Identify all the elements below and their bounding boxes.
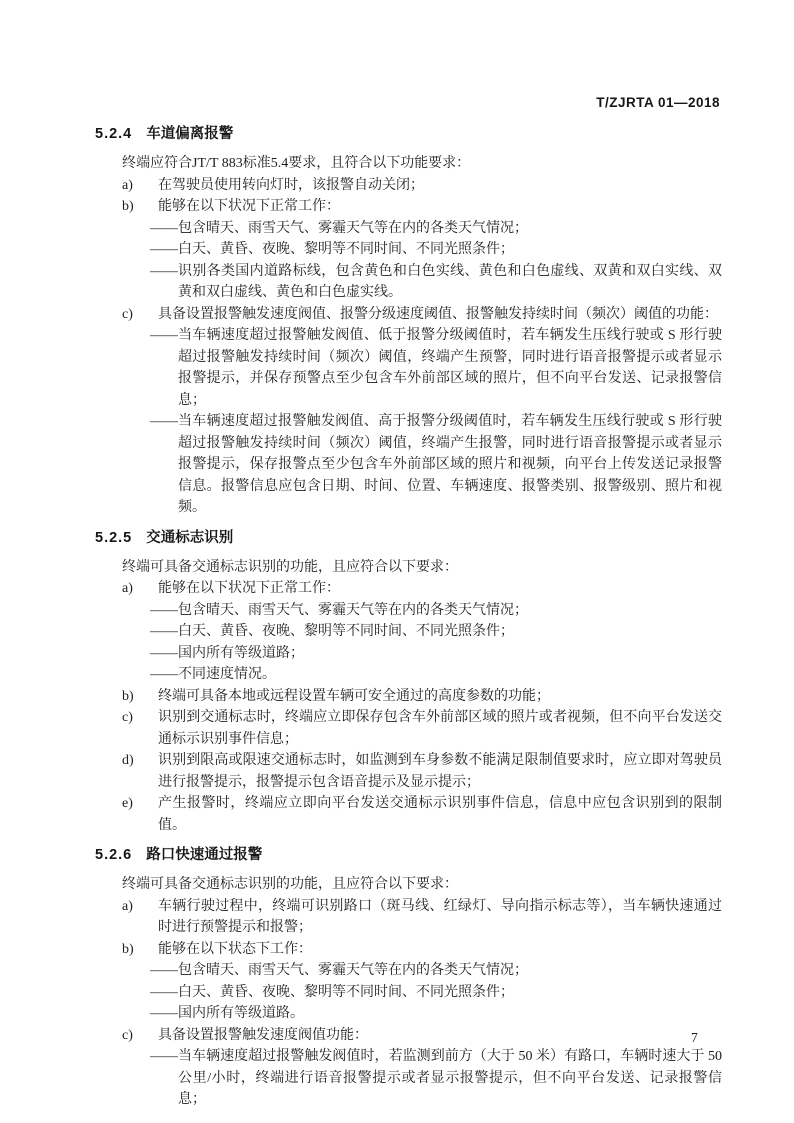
dash-item bbox=[150, 621, 722, 643]
dash-item bbox=[150, 261, 722, 304]
section-heading-5-2-5 bbox=[95, 527, 722, 549]
list-item bbox=[122, 578, 722, 600]
dash-item bbox=[150, 411, 722, 519]
list-item bbox=[122, 686, 722, 708]
list-item-text: 在驾驶员使用转向灯时，该报警自动关闭； bbox=[158, 177, 424, 193]
list-marker: a) bbox=[122, 581, 133, 596]
dash-marker: —— bbox=[150, 602, 178, 618]
list-item-text: 具备设置报警触发速度阀值、报警分级速度阈值、报警触发持续时间（频次）阈值的功能： bbox=[158, 306, 718, 322]
dash-item bbox=[150, 325, 722, 411]
dash-marker: —— bbox=[150, 328, 178, 343]
list-item-text: 识别到限高或限速交通标志时，如监测到车身参数不能满足限制值要求时，应立即对驾驶员进行报警提示，报警提示包含语音提示及显示提示； bbox=[158, 753, 722, 790]
dash-item bbox=[150, 982, 722, 1004]
list-marker: b) bbox=[122, 941, 134, 957]
dash-marker: —— bbox=[150, 263, 178, 279]
dash-marker: —— bbox=[150, 645, 178, 661]
list-marker: c) bbox=[122, 306, 133, 322]
list-item bbox=[122, 896, 722, 939]
list-marker: a) bbox=[122, 177, 133, 193]
dash-item-text: 国内所有等级道路； bbox=[178, 645, 304, 661]
dash-marker: —— bbox=[150, 624, 178, 639]
dash-marker: —— bbox=[150, 667, 178, 682]
dash-item-text: 国内所有等级道路。 bbox=[178, 1006, 304, 1021]
list-item-text: 车辆行驶过程中，终端可识别路口（斑马线、红绿灯、导向指示标志等），当车辆快速通过时进行预警提示和报警； bbox=[158, 898, 722, 935]
dash-item bbox=[150, 218, 722, 240]
list-item-text: 产生报警时，终端应立即向平台发送交通标示识别事件信息，信息中应包含识别到的限制值。 bbox=[158, 796, 722, 833]
section-number: 5.2.5 bbox=[95, 529, 133, 546]
dash-marker: —— bbox=[150, 414, 178, 429]
dash-item-text: 白天、黄昏、夜晚、黎明等不同时间、不同光照条件； bbox=[178, 242, 514, 257]
list-marker: a) bbox=[122, 898, 133, 914]
section-number: 5.2.6 bbox=[95, 847, 133, 863]
paragraph: 终端应符合JT/T 883标准5.4要求，且符合以下功能要求： bbox=[122, 156, 471, 171]
section-title: 交通标志识别 bbox=[146, 529, 234, 546]
dash-marker: —— bbox=[150, 242, 178, 257]
list-item-text: 识别到交通标志时，终端应立即保存包含车外前部区域的照片或者视频，但不向平台发送交通标示识别事件信息； bbox=[158, 710, 722, 747]
dash-item bbox=[150, 1003, 722, 1025]
list-item bbox=[122, 750, 722, 793]
list-marker: d) bbox=[122, 753, 134, 768]
paragraph: 终端可具备交通标志识别的功能，且应符合以下要求： bbox=[122, 559, 458, 575]
list-item bbox=[122, 939, 722, 961]
dash-item-text: 识别各类国内道路标线，包含黄色和白色实线、黄色和白色虚线、双黄和双白实线、双黄和双白虚线、黄色和白色虚实线。 bbox=[178, 263, 722, 300]
dash-item-text: 不同速度情况。 bbox=[178, 667, 276, 682]
list-marker: c) bbox=[122, 1027, 133, 1043]
dash-marker: —— bbox=[150, 963, 178, 978]
dash-item-text: 当车辆速度超过报警触发阀值时，若监测到前方（大于 50 米）有路口，车辆时速大于 50 公里/小时，终端进行语音报警提示或者显示报警提示，但不向平台发送、记录报警信息； bbox=[178, 1049, 722, 1107]
list-item bbox=[122, 175, 722, 197]
list-item bbox=[122, 304, 722, 326]
dash-item-text: 白天、黄昏、夜晚、黎明等不同时间、不同光照条件； bbox=[178, 984, 514, 1000]
list-item-text: 能够在以下状态下工作： bbox=[158, 941, 312, 957]
list-item bbox=[122, 707, 722, 750]
dash-marker: —— bbox=[150, 220, 178, 236]
dash-item-text: 包含晴天、雨雪天气、雾霾天气等在内的各类天气情况； bbox=[178, 220, 528, 236]
dash-item-text: 包含晴天、雨雪天气、雾霾天气等在内的各类天气情况； bbox=[178, 963, 528, 978]
dash-item bbox=[150, 664, 722, 686]
list-marker: b) bbox=[122, 199, 134, 214]
list-item-text: 终端可具备本地或远程设置车辆可安全通过的高度参数的功能； bbox=[158, 688, 550, 704]
paragraph: 终端可具备交通标志识别的功能，且应符合以下要求： bbox=[122, 877, 458, 892]
list-marker: e) bbox=[122, 796, 133, 811]
page-number: 7 bbox=[691, 1030, 698, 1045]
dash-item-text: 当车辆速度超过报警触发阀值、低于报警分级阈值时，若车辆发生压线行驶或 S 形行驶超过报警触发持续时间（频次）阈值，终端产生预警，同时进行语音报警提示或者显示报警提示，并保存预警点至少包含车外前部区域的照片，但不向平台发送、记录报警信息； bbox=[178, 328, 722, 408]
document-content bbox=[95, 123, 722, 1111]
dash-marker: —— bbox=[150, 1049, 178, 1064]
dash-item bbox=[150, 643, 722, 665]
dash-item bbox=[150, 239, 722, 261]
list-marker: c) bbox=[122, 710, 133, 725]
list-item-text: 能够在以下状况下正常工作： bbox=[158, 581, 340, 596]
dash-marker: —— bbox=[150, 984, 178, 1000]
dash-marker: —— bbox=[150, 1006, 178, 1021]
list-item bbox=[122, 1025, 722, 1047]
dash-item bbox=[150, 960, 722, 982]
list-item bbox=[122, 196, 722, 218]
list-item-text: 具备设置报警触发速度阀值功能： bbox=[158, 1027, 368, 1043]
dash-item-text: 白天、黄昏、夜晚、黎明等不同时间、不同光照条件； bbox=[178, 624, 514, 639]
dash-item bbox=[150, 600, 722, 622]
list-item bbox=[122, 793, 722, 836]
list-item-text: 能够在以下状况下正常工作： bbox=[158, 199, 340, 214]
list-marker: b) bbox=[122, 688, 134, 704]
section-number: 5.2.4 bbox=[95, 126, 133, 142]
section-title: 路口快速通过报警 bbox=[146, 847, 263, 863]
section-title: 车道偏离报警 bbox=[146, 126, 234, 142]
document-code: T/ZJRTA 01—2018 bbox=[596, 95, 720, 110]
section-heading-5-2-4 bbox=[95, 123, 722, 145]
dash-item bbox=[150, 1046, 722, 1111]
dash-item-text: 包含晴天、雨雪天气、雾霾天气等在内的各类天气情况； bbox=[178, 602, 528, 618]
dash-item-text: 当车辆速度超过报警触发阀值、高于报警分级阈值时，若车辆发生压线行驶或 S 形行驶超过报警触发持续时间（频次）阈值，终端产生报警，同时进行语音报警提示或者显示报警提示，保存报警点至少包含车外前部区域的照片和视频，向平台上传发送记录报警信息。报警信息应包含日期、时间、位置、车辆速度、报警类别、报警级别、照片和视频。 bbox=[178, 414, 722, 515]
section-heading-5-2-6 bbox=[95, 844, 722, 866]
